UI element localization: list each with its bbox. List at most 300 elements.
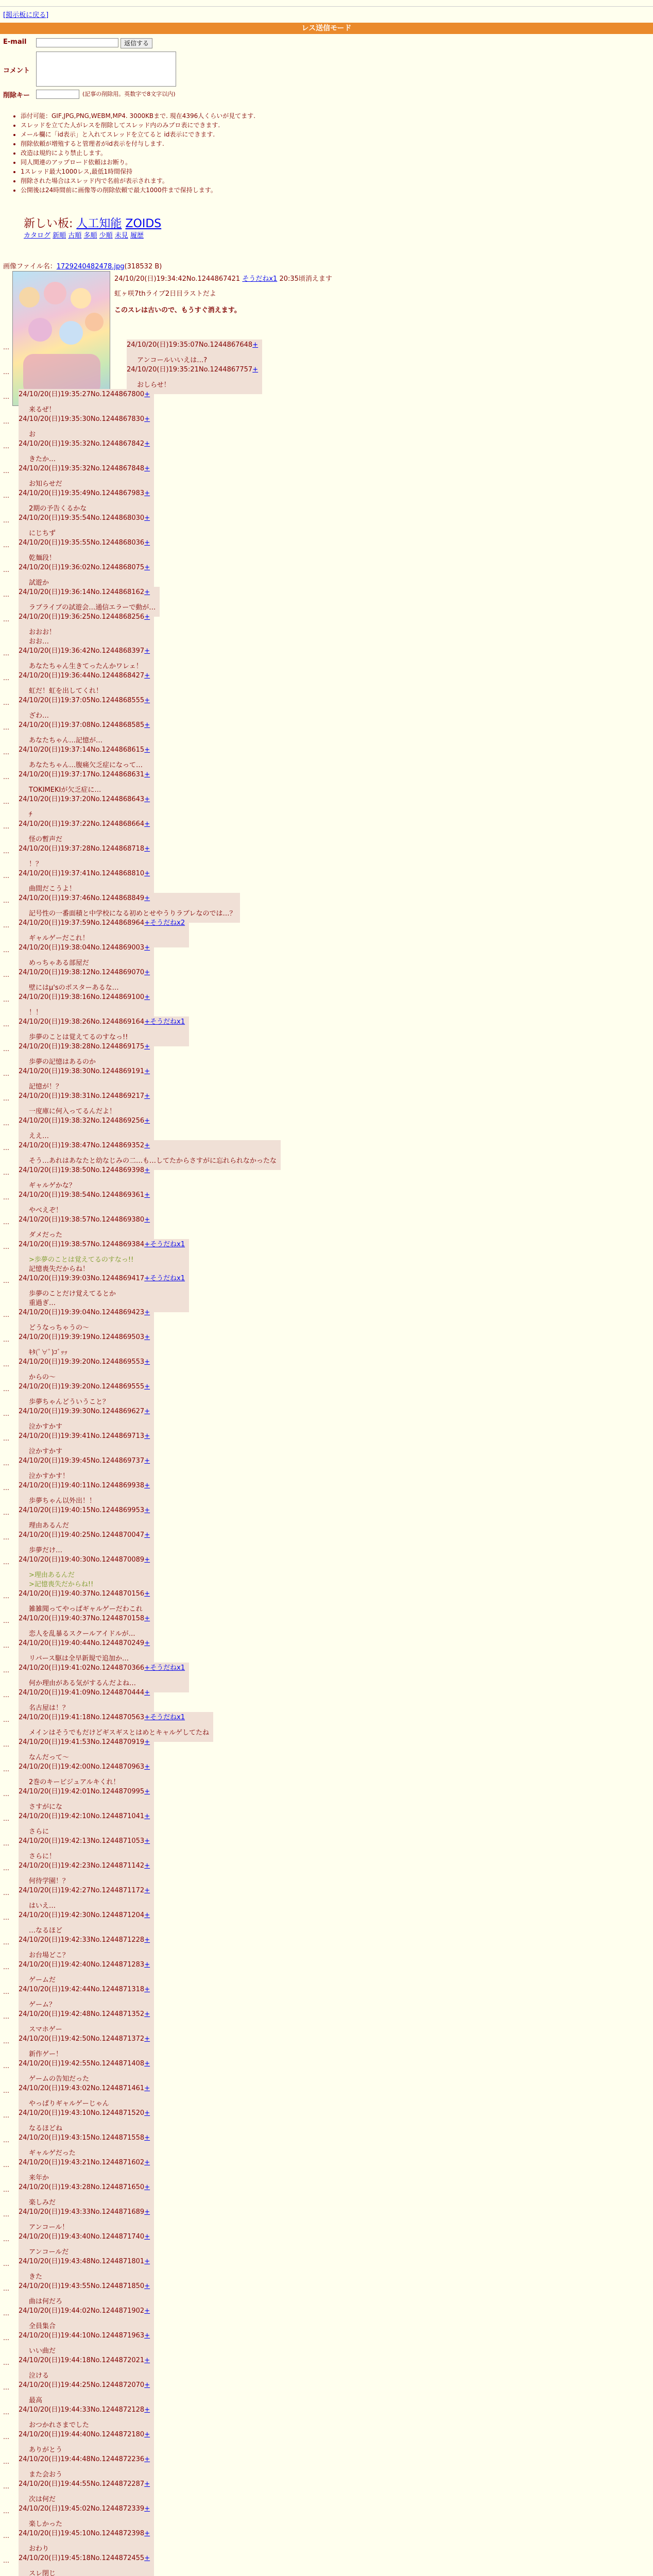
- reply-header: [19, 1018, 185, 1027]
- reply-header: [19, 563, 150, 572]
- reply-text: 壁にはμ'sのポスターあるな…: [29, 984, 119, 992]
- sort-many-link[interactable]: 多順: [83, 232, 97, 240]
- reply-del-link[interactable]: +: [144, 1763, 150, 1771]
- reply-indent: …: [3, 1988, 9, 1995]
- reply-del-link[interactable]: +: [144, 771, 150, 778]
- reply-header: [19, 2010, 150, 2019]
- reply-indent: …: [3, 418, 9, 425]
- reply-del-link[interactable]: +: [144, 1812, 150, 1820]
- reply-del-link[interactable]: +: [144, 2455, 150, 2463]
- op-line: 虹ヶ咲7thライブ2日目ラストだよ: [114, 290, 216, 298]
- reply-del-link[interactable]: +: [144, 1556, 150, 1564]
- reply-indent: …: [3, 1509, 9, 1516]
- reply-del-link[interactable]: +: [144, 697, 150, 704]
- reply-indent: …: [3, 724, 9, 731]
- reply-indent: …: [3, 1840, 9, 1847]
- sort-few-link[interactable]: 少順: [99, 232, 113, 240]
- reply-header: [19, 1936, 150, 1945]
- reply-del-link[interactable]: +: [144, 2530, 150, 2537]
- reply-text: いい曲だ: [29, 2347, 56, 2355]
- reply-header: [19, 1985, 150, 1994]
- reply-del-link[interactable]: +: [144, 820, 150, 828]
- delkey-field[interactable]: [36, 90, 79, 99]
- reply-soudane-link[interactable]: そうだねx1: [150, 1018, 185, 1026]
- reply-del-link[interactable]: +: [144, 1142, 150, 1149]
- reply-date-no: 24/10/20(日)19:40:44No.1244870249: [19, 1639, 145, 1647]
- reply-text: あなたちゃん…腹痛欠乏症になって…: [29, 761, 143, 769]
- reply-del-link[interactable]: +: [144, 1408, 150, 1415]
- reply-del-link[interactable]: +: [144, 746, 150, 754]
- reply-item: [0, 612, 154, 651]
- reply-text: アンコールいいえは…?: [137, 357, 208, 364]
- board-link-ai[interactable]: 人工知能: [76, 217, 122, 230]
- reply-del-link[interactable]: +: [144, 539, 150, 547]
- unseen-link[interactable]: 未見: [114, 232, 128, 240]
- reply-header: [19, 2455, 150, 2464]
- reply-header: [19, 2504, 150, 2514]
- reply-text: 雑雑聞ってやっぱギャルゲーだわこれ: [29, 1605, 143, 1613]
- reply-del-link[interactable]: +: [144, 1911, 150, 1919]
- reply-indent: …: [3, 492, 9, 499]
- reply-date-no: 24/10/20(日)19:41:02No.1244870366: [19, 1664, 145, 1672]
- reply-date-no: 24/10/20(日)19:40:37No.1244870158: [19, 1615, 145, 1622]
- reply-indent: …: [3, 1120, 9, 1127]
- reply-indent: …: [3, 2260, 9, 2267]
- reply-del-link[interactable]: +: [144, 1862, 150, 1870]
- reply-indent: …: [3, 1939, 9, 1946]
- reply-header: [19, 1308, 150, 1317]
- new-boards: [24, 215, 161, 231]
- rules-list: [21, 111, 255, 195]
- reply-header: [19, 844, 150, 854]
- reply-del-link[interactable]: +: [144, 613, 150, 621]
- reply-del-link[interactable]: +: [144, 969, 150, 976]
- reply-del-link[interactable]: +: [144, 1837, 150, 1845]
- reply-del-link[interactable]: +: [144, 1689, 150, 1697]
- reply-text: 歩夢だけ…: [29, 1547, 63, 1554]
- reply-header: [19, 1240, 185, 1249]
- reply-indent: …: [3, 2409, 9, 2416]
- reply-del-link[interactable]: +: [144, 1887, 150, 1894]
- reply-del-link[interactable]: +: [144, 1639, 150, 1647]
- reply-del-link[interactable]: +: [144, 2357, 150, 2364]
- reply-date-no: 24/10/20(日)19:38:47No.1244869352: [19, 1142, 145, 1149]
- new-boards-label: 新しい板:: [24, 217, 73, 230]
- reply-indent: …: [3, 798, 9, 805]
- reply-del-link[interactable]: +: [144, 2060, 150, 2067]
- reply-text: やべえぞ！: [29, 1207, 63, 1214]
- reply-soudane-link[interactable]: そうだねx2: [150, 919, 185, 927]
- reply-text: ざわ…: [29, 712, 49, 720]
- reply-header: [127, 365, 258, 375]
- op-body: [114, 289, 241, 316]
- reply-soudane-link[interactable]: そうだねx1: [150, 1275, 185, 1282]
- reply-indent: …: [3, 1311, 9, 1318]
- reply-indent: …: [3, 2211, 9, 2218]
- reply-header: [19, 2405, 150, 2415]
- reply-del-link[interactable]: +: [144, 1506, 150, 1514]
- reply-del-link[interactable]: +: [144, 2134, 150, 2142]
- reply-del-link[interactable]: +: [144, 1117, 150, 1125]
- reply-del-link[interactable]: +: [144, 1018, 150, 1026]
- reply-date-no: 24/10/20(日)19:35:07No.1244867648: [127, 341, 253, 349]
- reply-del-link[interactable]: +: [144, 2554, 150, 2562]
- reply-date-no: 24/10/20(日)19:43:48No.1244871801: [19, 2258, 145, 2265]
- reply-text: 楽しみだ: [29, 2199, 56, 2207]
- reply-del-link[interactable]: +: [144, 514, 150, 522]
- reply-indent: …: [3, 2458, 9, 2465]
- reply-del-link[interactable]: +: [144, 2406, 150, 2414]
- reply-indent: …: [3, 1070, 9, 1077]
- reply-soudane-link[interactable]: そうだねx1: [150, 1714, 185, 1721]
- reply-del-link[interactable]: +: [252, 341, 259, 349]
- reply-indent: …: [3, 1534, 9, 1541]
- reply-date-no: 24/10/20(日)19:35:54No.1244868030: [19, 514, 145, 522]
- reply-indent: …: [3, 1592, 9, 1600]
- reply-del-link[interactable]: +: [144, 2381, 150, 2389]
- reply-text: 泣ける: [29, 2372, 49, 2380]
- reply-del-link[interactable]: +: [144, 1961, 150, 1969]
- reply-del-link[interactable]: +: [144, 1166, 150, 1174]
- op-soudane-link[interactable]: そうだねx1: [242, 275, 278, 283]
- reply-indent: …: [3, 773, 9, 781]
- reply-del-link[interactable]: +: [144, 2480, 150, 2488]
- reply-header: [19, 1215, 150, 1225]
- reply-indent: …: [3, 699, 9, 706]
- reply-box: [19, 612, 154, 651]
- reply-date-no: 24/10/20(日)19:38:57No.1244869380: [19, 1216, 145, 1224]
- reply-date-no: 24/10/20(日)19:39:20No.1244869555: [19, 1383, 145, 1391]
- reply-indent: …: [3, 1021, 9, 1028]
- reply-del-link[interactable]: +: [144, 1333, 150, 1341]
- reply-header: [19, 2133, 150, 2143]
- delkey-row: [3, 90, 176, 99]
- reply-indent: …: [3, 1435, 9, 1442]
- reply-indent: …: [3, 1790, 9, 1798]
- reply-header: [19, 1886, 150, 1895]
- reply-indent: …: [3, 2137, 9, 2144]
- reply-indent: …: [3, 749, 9, 756]
- rule-item: • 1スレッド最大1000レス,最低1時間保持: [21, 167, 255, 176]
- reply-header: [19, 1688, 150, 1698]
- reply-del-link[interactable]: +: [144, 2431, 150, 2438]
- reply-header: [19, 538, 150, 548]
- reply-del-link[interactable]: +: [144, 1482, 150, 1489]
- reply-text: 最高: [29, 2397, 43, 2404]
- reply-text: きたか…: [29, 455, 56, 463]
- reply-box: [19, 2553, 154, 2576]
- sort-old-link[interactable]: 古順: [68, 232, 82, 240]
- reply-date-no: 24/10/20(日)19:42:27No.1244871172: [19, 1887, 145, 1894]
- reply-date-no: 24/10/20(日)19:39:19No.1244869503: [19, 1333, 145, 1341]
- reply-date-no: 24/10/20(日)19:37:20No.1244868643: [19, 795, 145, 803]
- reply-del-link[interactable]: +: [144, 993, 150, 1001]
- reply-del-link[interactable]: +: [144, 2258, 150, 2265]
- reply-indent: …: [3, 1667, 9, 1674]
- reply-del-link[interactable]: +: [252, 366, 259, 374]
- reply-indent: …: [3, 1716, 9, 1723]
- reply-header: [19, 2307, 150, 2316]
- reply-header: [19, 795, 150, 804]
- reply-header: [19, 1067, 150, 1076]
- reply-del-link[interactable]: +: [144, 1531, 150, 1539]
- reply-date-no: 24/10/20(日)19:40:15No.1244869953: [19, 1506, 145, 1514]
- reply-indent: …: [3, 1865, 9, 1872]
- reply-del-link[interactable]: +: [144, 2505, 150, 2513]
- reply-indent: …: [3, 1558, 9, 1566]
- reply-header: [19, 2035, 150, 2044]
- reply-del-link[interactable]: +: [144, 440, 150, 448]
- reply-text: メインはそうでもだけどギスギスとはめとキャルゲしてたね: [29, 1729, 209, 1737]
- reply-header: [19, 464, 150, 473]
- reply-del-link[interactable]: +: [144, 672, 150, 680]
- reply-indent: …: [3, 2186, 9, 2193]
- reply-date-no: 24/10/20(日)19:38:28No.1244869175: [19, 1043, 145, 1050]
- reply-indent: …: [3, 1914, 9, 1921]
- rule-item: • 削除依頼が増殖すると管理者がid表示を付与します.: [21, 139, 255, 148]
- reply-date-no: 24/10/20(日)19:44:40No.1244872180: [19, 2431, 145, 2438]
- reply-header: [19, 1333, 150, 1342]
- reply-date-no: 24/10/20(日)19:35:49No.1244867983: [19, 489, 145, 497]
- reply-header: [19, 1116, 150, 1126]
- reply-del-link[interactable]: +: [144, 894, 150, 902]
- reply-indent: …: [3, 2483, 9, 2490]
- delkey-note: (記事の削除用。英数字で8文字以内): [82, 91, 176, 97]
- reply-date-no: 24/10/20(日)19:44:48No.1244872236: [19, 2455, 145, 2463]
- reply-text: スレ閉じ: [29, 2570, 56, 2576]
- reply-text: ゲームの告知だった: [29, 2075, 90, 2083]
- reply-soudane-link[interactable]: そうだねx1: [150, 1664, 185, 1672]
- reply-del-link[interactable]: +: [144, 465, 150, 472]
- reply-del-link[interactable]: +: [144, 2233, 150, 2241]
- reply-indent: …: [3, 541, 9, 549]
- reply-text: 一度庫に何入ってるんだよ！: [29, 1108, 116, 1115]
- reply-header: [19, 1432, 150, 1441]
- reply-del-link[interactable]: +: [144, 845, 150, 853]
- email-field[interactable]: [36, 38, 118, 47]
- reply-date-no: 24/10/20(日)19:42:10No.1244871041: [19, 1812, 145, 1820]
- reply-date-no: 24/10/20(日)19:42:00No.1244870963: [19, 1763, 145, 1771]
- reply-del-link[interactable]: +: [144, 2035, 150, 2043]
- reply-header: [19, 1531, 150, 1540]
- reply-text: 楽しかった: [29, 2520, 63, 2528]
- reply-date-no: 24/10/20(日)19:41:09No.1244870444: [19, 1689, 145, 1697]
- reply-soudane-link[interactable]: そうだねx1: [150, 1241, 185, 1248]
- reply-del-link[interactable]: +: [144, 564, 150, 571]
- reply-indent: …: [3, 1741, 9, 1748]
- reply-header: [19, 1481, 150, 1490]
- reply-header: [19, 588, 156, 597]
- reply-text: 来年か: [29, 2174, 49, 2182]
- submit-button[interactable]: 返信する: [121, 38, 152, 48]
- back-link[interactable]: [3, 9, 48, 19]
- comment-row: [3, 52, 176, 87]
- reply-date-no: 24/10/20(日)19:40:11No.1244869938: [19, 1482, 145, 1489]
- reply-text: からの〜: [29, 1374, 56, 1381]
- reply-del-link[interactable]: +: [144, 721, 150, 729]
- reply-del-link[interactable]: +: [144, 944, 150, 952]
- catalog-link[interactable]: カタログ: [24, 232, 51, 240]
- reply-del-link[interactable]: +: [144, 2159, 150, 2166]
- reply-indent: …: [3, 2532, 9, 2539]
- reply-del-link[interactable]: +: [144, 415, 150, 423]
- reply-indent: …: [3, 368, 9, 376]
- reply-indent: …: [3, 1963, 9, 1971]
- reply-date-no: 24/10/20(日)19:43:40No.1244871740: [19, 2233, 145, 2241]
- reply-del-link[interactable]: +: [144, 2282, 150, 2290]
- reply-header: [19, 1837, 150, 1846]
- history-link[interactable]: 履歴: [130, 232, 144, 240]
- reply-del-link[interactable]: +: [144, 870, 150, 877]
- reply-text: お知らせだ: [29, 480, 62, 488]
- reply-indent: …: [3, 1691, 9, 1699]
- reply-del-link[interactable]: +: [144, 1615, 150, 1622]
- reply-text: 恋人を乱暴るスクールアイドルが…: [29, 1630, 135, 1638]
- reply-text: にじちず: [29, 530, 56, 537]
- reply-indent: …: [3, 1484, 9, 1492]
- reply-del-link[interactable]: +: [144, 1936, 150, 1944]
- reply-text: また会おう: [29, 2471, 63, 2479]
- reply-text: さらに: [29, 1828, 49, 1836]
- reply-del-link[interactable]: +: [144, 795, 150, 803]
- reply-del-link[interactable]: +: [144, 1275, 150, 1282]
- reply-del-link[interactable]: +: [144, 2109, 150, 2117]
- reply-del-link[interactable]: +: [144, 1092, 150, 1100]
- reply-del-link[interactable]: +: [144, 647, 150, 655]
- reply-del-link[interactable]: +: [144, 2084, 150, 2092]
- reply-del-link[interactable]: +: [144, 1067, 150, 1075]
- rule-item: • 削除された場合はスレッド内で名前が表示されます。: [21, 176, 255, 185]
- reply-header: [19, 2183, 150, 2192]
- reply-del-link[interactable]: +: [144, 1457, 150, 1465]
- reply-del-link[interactable]: +: [144, 1383, 150, 1391]
- reply-indent: …: [3, 872, 9, 879]
- reply-indent: …: [3, 1361, 9, 1368]
- reply-header: [19, 993, 150, 1002]
- reply-indent: …: [3, 591, 9, 598]
- reply-indent: …: [3, 922, 9, 929]
- reply-date-no: 24/10/20(日)19:45:02No.1244872339: [19, 2505, 145, 2513]
- reply-date-no: 24/10/20(日)19:38:32No.1244869256: [19, 1117, 145, 1125]
- reply-text: 曲は何だろ: [29, 2298, 63, 2306]
- reply-header: [19, 869, 150, 878]
- reply-date-no: 24/10/20(日)19:37:46No.1244868849: [19, 894, 145, 902]
- reply-text: 泣かすかす: [29, 1448, 63, 1455]
- reply-del-link[interactable]: +: [144, 2332, 150, 2340]
- reply-del-link[interactable]: +: [144, 919, 150, 927]
- back-link-text[interactable]: [掲示板に戻る]: [3, 11, 49, 19]
- reply-header: [19, 2356, 150, 2365]
- reply-indent: …: [3, 1243, 9, 1250]
- reply-date-no: 24/10/20(日)19:38:26No.1244869164: [19, 1018, 145, 1026]
- reply-date-no: 24/10/20(日)19:42:33No.1244871228: [19, 1936, 145, 1944]
- reply-date-no: 24/10/20(日)19:38:16No.1244869100: [19, 993, 145, 1001]
- reply-date-no: 24/10/20(日)19:37:14No.1244868615: [19, 746, 145, 754]
- reply-header: [19, 514, 150, 523]
- reply-del-link[interactable]: +: [144, 588, 150, 596]
- reply-header: [19, 489, 150, 498]
- reply-indent: …: [3, 1642, 9, 1649]
- reply-indent: …: [3, 2384, 9, 2391]
- reply-header: [19, 696, 150, 705]
- reply-date-no: 24/10/20(日)19:42:40No.1244871283: [19, 1961, 145, 1969]
- op-image-link[interactable]: 1729240482478.jpg: [56, 263, 125, 270]
- reply-del-link[interactable]: +: [144, 1241, 150, 1248]
- reply-del-link[interactable]: +: [144, 489, 150, 497]
- reply-del-link[interactable]: +: [144, 2307, 150, 2315]
- reply-del-link[interactable]: +: [144, 2010, 150, 2018]
- reply-date-no: 24/10/20(日)19:36:14No.1244868162: [19, 588, 145, 596]
- reply-del-link[interactable]: +: [144, 2208, 150, 2216]
- comment-field[interactable]: [36, 52, 176, 87]
- reply-indent: …: [3, 616, 9, 623]
- reply-indent: …: [3, 344, 9, 351]
- reply-del-link[interactable]: +: [144, 1788, 150, 1795]
- reply-date-no: 24/10/20(日)19:38:50No.1244869398: [19, 1166, 145, 1174]
- reply-indent: …: [3, 2087, 9, 2094]
- reply-text: アンコール！: [29, 2224, 69, 2231]
- reply-date-no: 24/10/20(日)19:43:55No.1244871850: [19, 2282, 145, 2290]
- reply-text: ダメだった: [29, 1231, 63, 1239]
- reply-del-link[interactable]: +: [144, 1432, 150, 1440]
- reply-del-link[interactable]: +: [144, 1309, 150, 1316]
- reply-text: ゲームだ: [29, 1976, 56, 1984]
- reply-del-link[interactable]: +: [144, 1216, 150, 1224]
- reply-del-link[interactable]: +: [144, 1664, 150, 1672]
- reply-del-link[interactable]: +: [144, 1714, 150, 1721]
- reply-date-no: 24/10/20(日)19:37:59No.1244868964: [19, 919, 145, 927]
- reply-del-link[interactable]: +: [144, 1590, 150, 1598]
- reply-text: はいえ…: [29, 1902, 56, 1910]
- reply-text: おわり: [29, 2545, 49, 2553]
- reply-del-link[interactable]: +: [144, 1043, 150, 1050]
- reply-header: [19, 968, 150, 977]
- board-link-zoids[interactable]: ZOIDS: [125, 217, 162, 230]
- reply-del-link[interactable]: +: [144, 1191, 150, 1199]
- reply-del-link[interactable]: +: [144, 391, 150, 398]
- reply-date-no: 24/10/20(日)19:42:48No.1244871352: [19, 2010, 145, 2018]
- rule-item: • 添付可能：GIF,JPG,PNG,WEBM,MP4. 3000KBまで. 現在4396人くらいが見てます.: [21, 111, 255, 121]
- reply-date-no: 24/10/20(日)19:43:10No.1244871520: [19, 2109, 145, 2117]
- reply-indent: …: [3, 1169, 9, 1176]
- sort-new-link[interactable]: 新順: [53, 232, 66, 240]
- reply-text: めっちゃある部屋だ: [29, 959, 89, 967]
- reply-del-link[interactable]: +: [144, 1358, 150, 1366]
- reply-header: [19, 1382, 150, 1392]
- reply-box: [19, 1273, 189, 1312]
- comment-label: コメント: [3, 67, 30, 75]
- reply-del-link[interactable]: +: [144, 2183, 150, 2191]
- reply-date-no: 24/10/20(日)19:38:04No.1244869003: [19, 944, 145, 952]
- reply-header: [19, 1762, 150, 1772]
- reply-text: 泣かすかす: [29, 1423, 63, 1431]
- reply-date-no: 24/10/20(日)19:42:23No.1244871142: [19, 1862, 145, 1870]
- reply-indent: …: [3, 443, 9, 450]
- reply-text: 何待学園！？: [29, 1877, 70, 1885]
- reply-date-no: 24/10/20(日)19:36:44No.1244868427: [19, 672, 145, 680]
- reply-del-link[interactable]: +: [144, 1738, 150, 1746]
- reply-header: [19, 1274, 185, 1283]
- reply-indent: …: [3, 1385, 9, 1393]
- reply-date-no: 24/10/20(日)19:35:21No.1244867757: [127, 366, 253, 374]
- reply-del-link[interactable]: +: [144, 1986, 150, 1993]
- reply-indent: …: [3, 1095, 9, 1102]
- reply-date-no: 24/10/20(日)19:35:55No.1244868036: [19, 539, 145, 547]
- reply-indent: …: [3, 2433, 9, 2441]
- reply-indent: …: [3, 2507, 9, 2515]
- reply-indent: …: [3, 1460, 9, 1467]
- reply-item: [0, 1273, 189, 1312]
